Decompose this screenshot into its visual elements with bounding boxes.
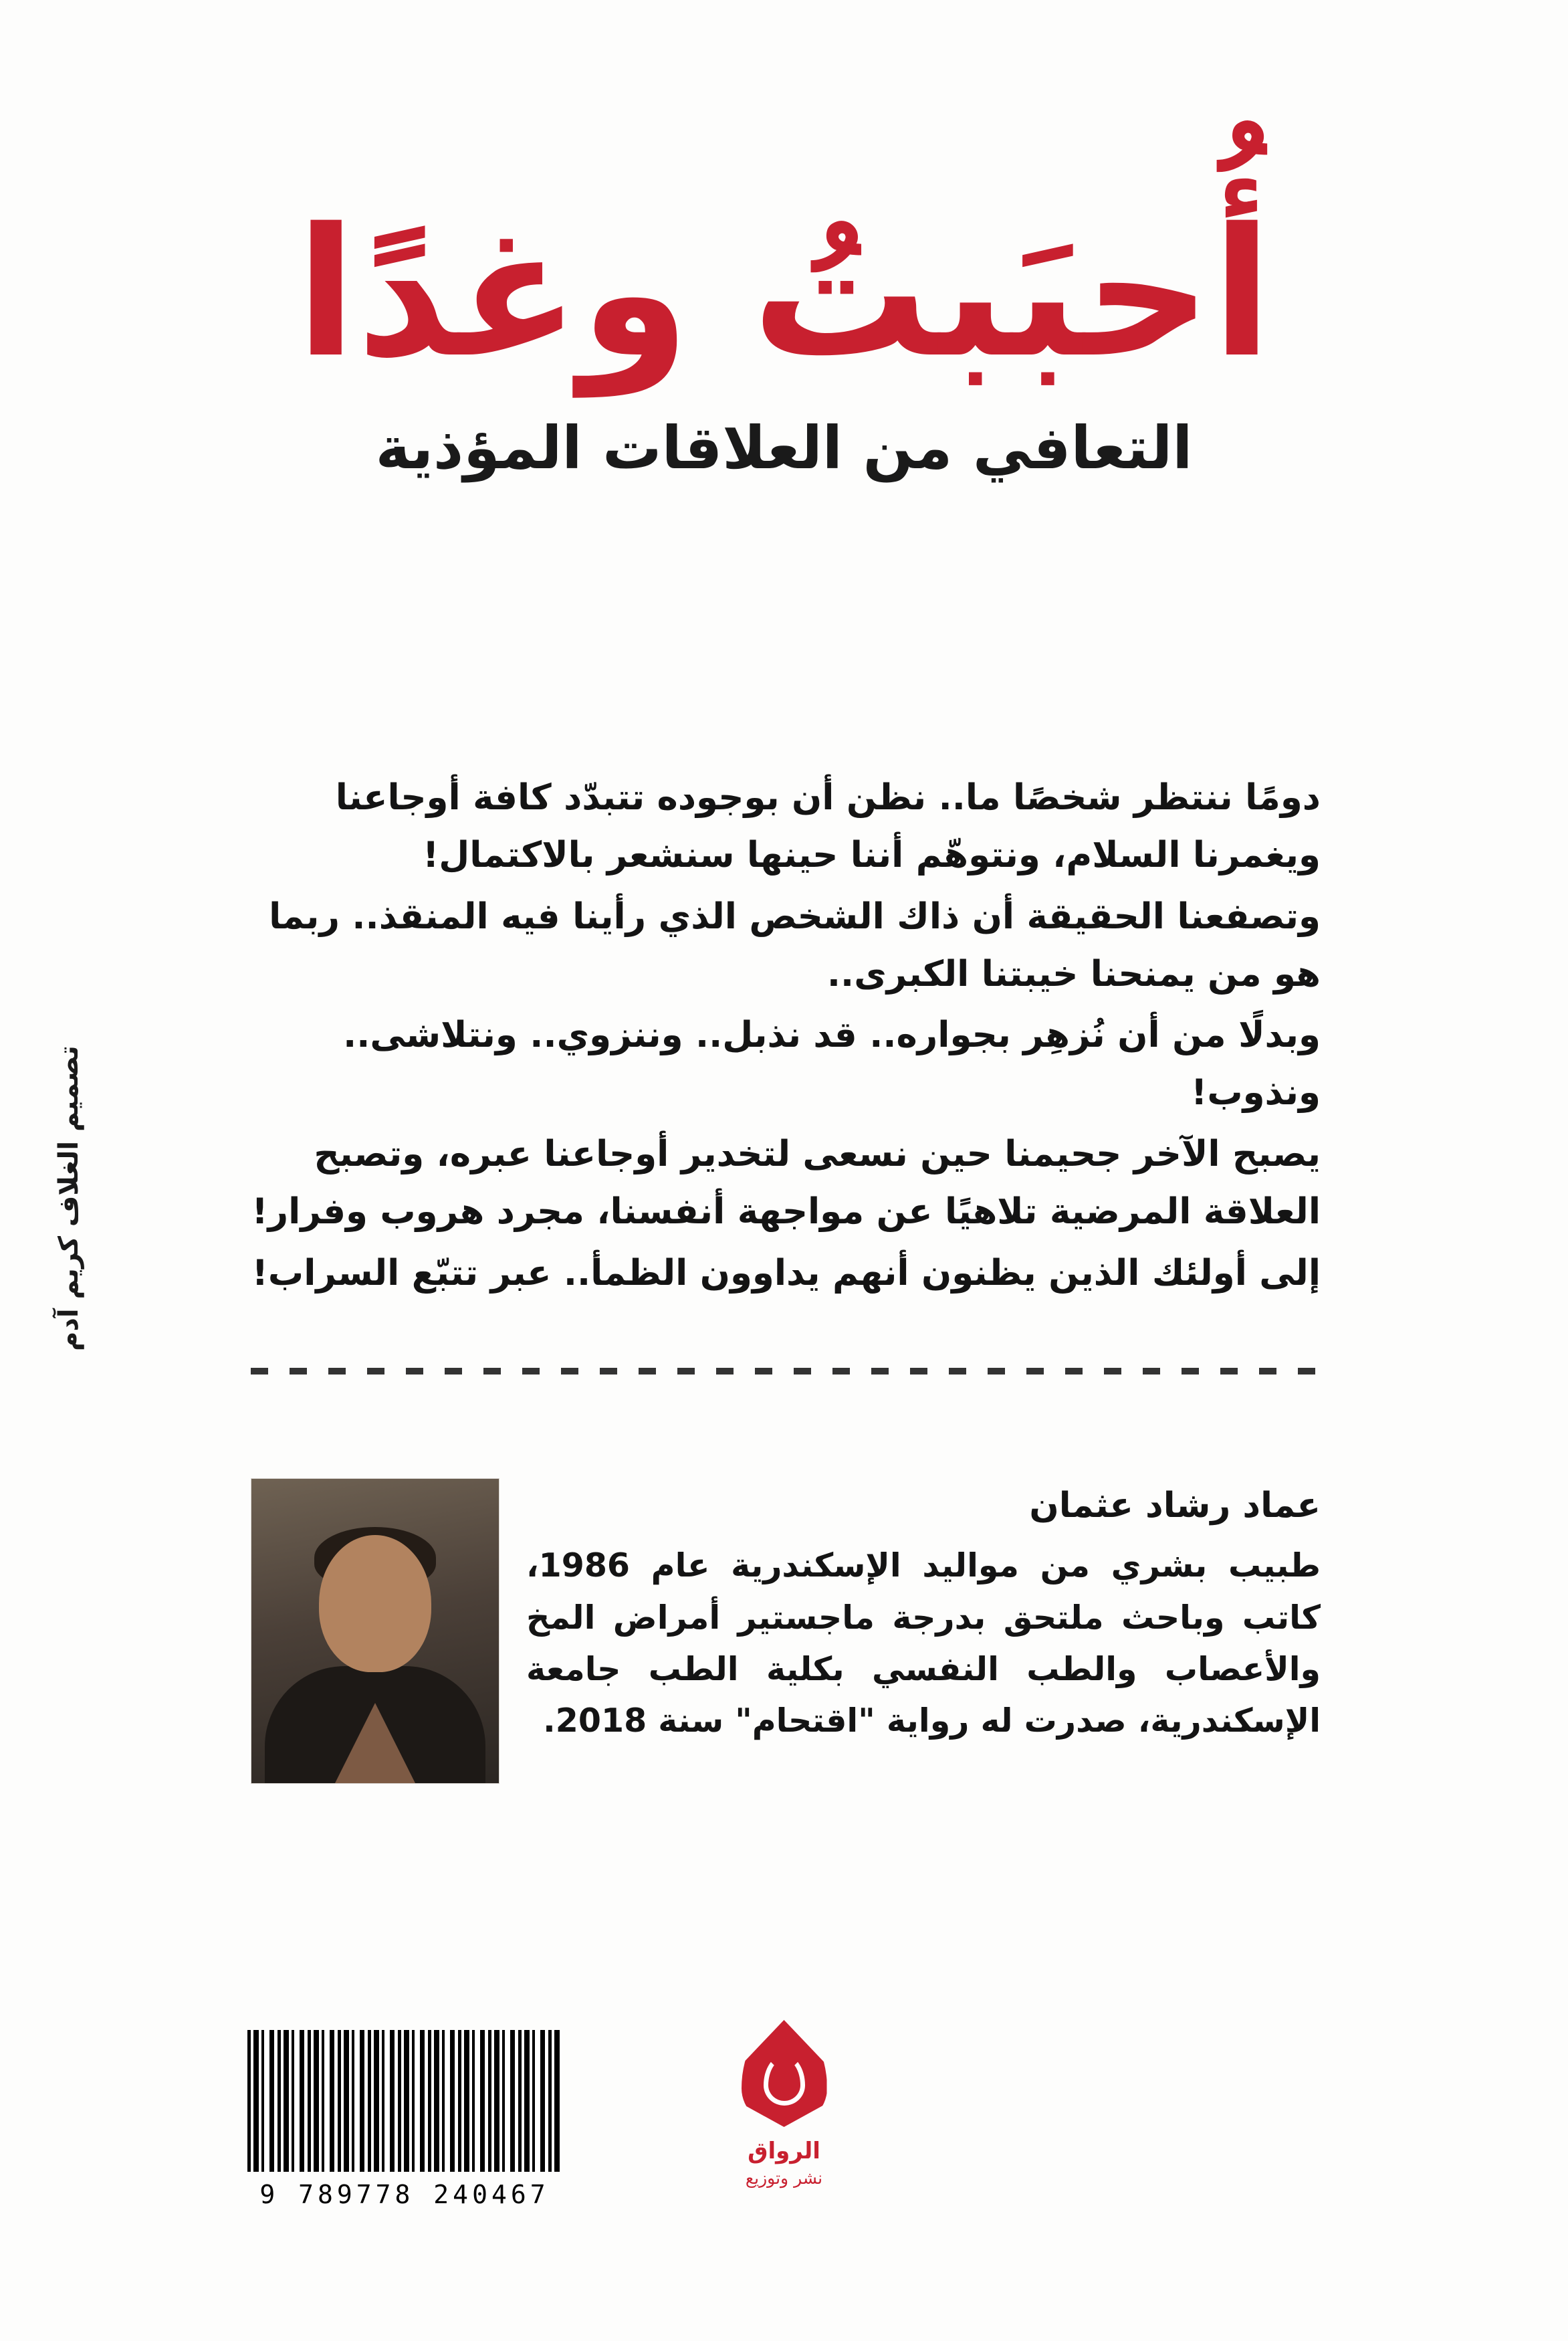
barcode-bars [247, 2030, 562, 2172]
author-section [251, 1478, 1321, 1784]
blurb-paragraph: وتصفعنا الحقيقة أن ذاك الشخص الذي رأينا فيه المنقذ.. ربما هو من يمنحنا خيبتنا الكبرى.. [269, 896, 1321, 995]
drop-logo-icon [742, 2020, 827, 2127]
cover-designer-credit: تصميم الغلاف كريم آدم [53, 1045, 84, 1351]
book-subtitle: التعافي من العلاقات المؤذية [375, 413, 1193, 483]
blurb-paragraph: وبدلًا من أن نُزهِر بجواره.. قد نذبل.. وننزوي.. ونتلاشى.. ونذوب! [343, 1015, 1321, 1114]
publisher-block [684, 2020, 885, 2188]
barcode [247, 2030, 562, 2209]
blurb-paragraph: يصبح الآخر جحيمنا حين نسعى لتخدير أوجاعنا عبره، وتصبح العلاقة المرضية تلاهيًا عن مواجهة أنفسنا، مجرد هروب وفرار! [251, 1134, 1321, 1233]
author-photo [251, 1478, 499, 1784]
photo-face-shape [319, 1535, 431, 1672]
dashed-divider [251, 1368, 1321, 1375]
publisher-name: الرواق [748, 2138, 820, 2164]
book-title: أُحبَبتُ وغدًا [296, 191, 1272, 397]
author-text-block [526, 1478, 1321, 1747]
author-bio: طبيب بشري من مواليد الإسكندرية عام 1986، كاتب وباحث ملتحق بدرجة ماجستير أمراض المخ والأعصاب والطب النفسي بكلية الطب جامعة الإسكندرية، صدرت له رواية "اقتحام" سنة 2018. [526, 1546, 1321, 1740]
publisher-tagline: نشر وتوزيع [745, 2168, 823, 2188]
blurb-text [251, 769, 1321, 1306]
barcode-digits: 9 789778 240467 [259, 2180, 550, 2209]
title-block [0, 191, 1568, 483]
blurb-paragraph: إلى أولئك الذين يظنون أنهم يداوون الظمأ.. عبر تتبّع السراب! [251, 1252, 1321, 1294]
blurb-paragraph: دومًا ننتظر شخصًا ما.. نظن أن بوجوده تتبدّد كافة أوجاعنا ويغمرنا السلام، ونتوهّم أننا حينها سنشعر بالاكتمال! [335, 777, 1321, 876]
author-name: عماد رشاد عثمان [1029, 1486, 1321, 1526]
